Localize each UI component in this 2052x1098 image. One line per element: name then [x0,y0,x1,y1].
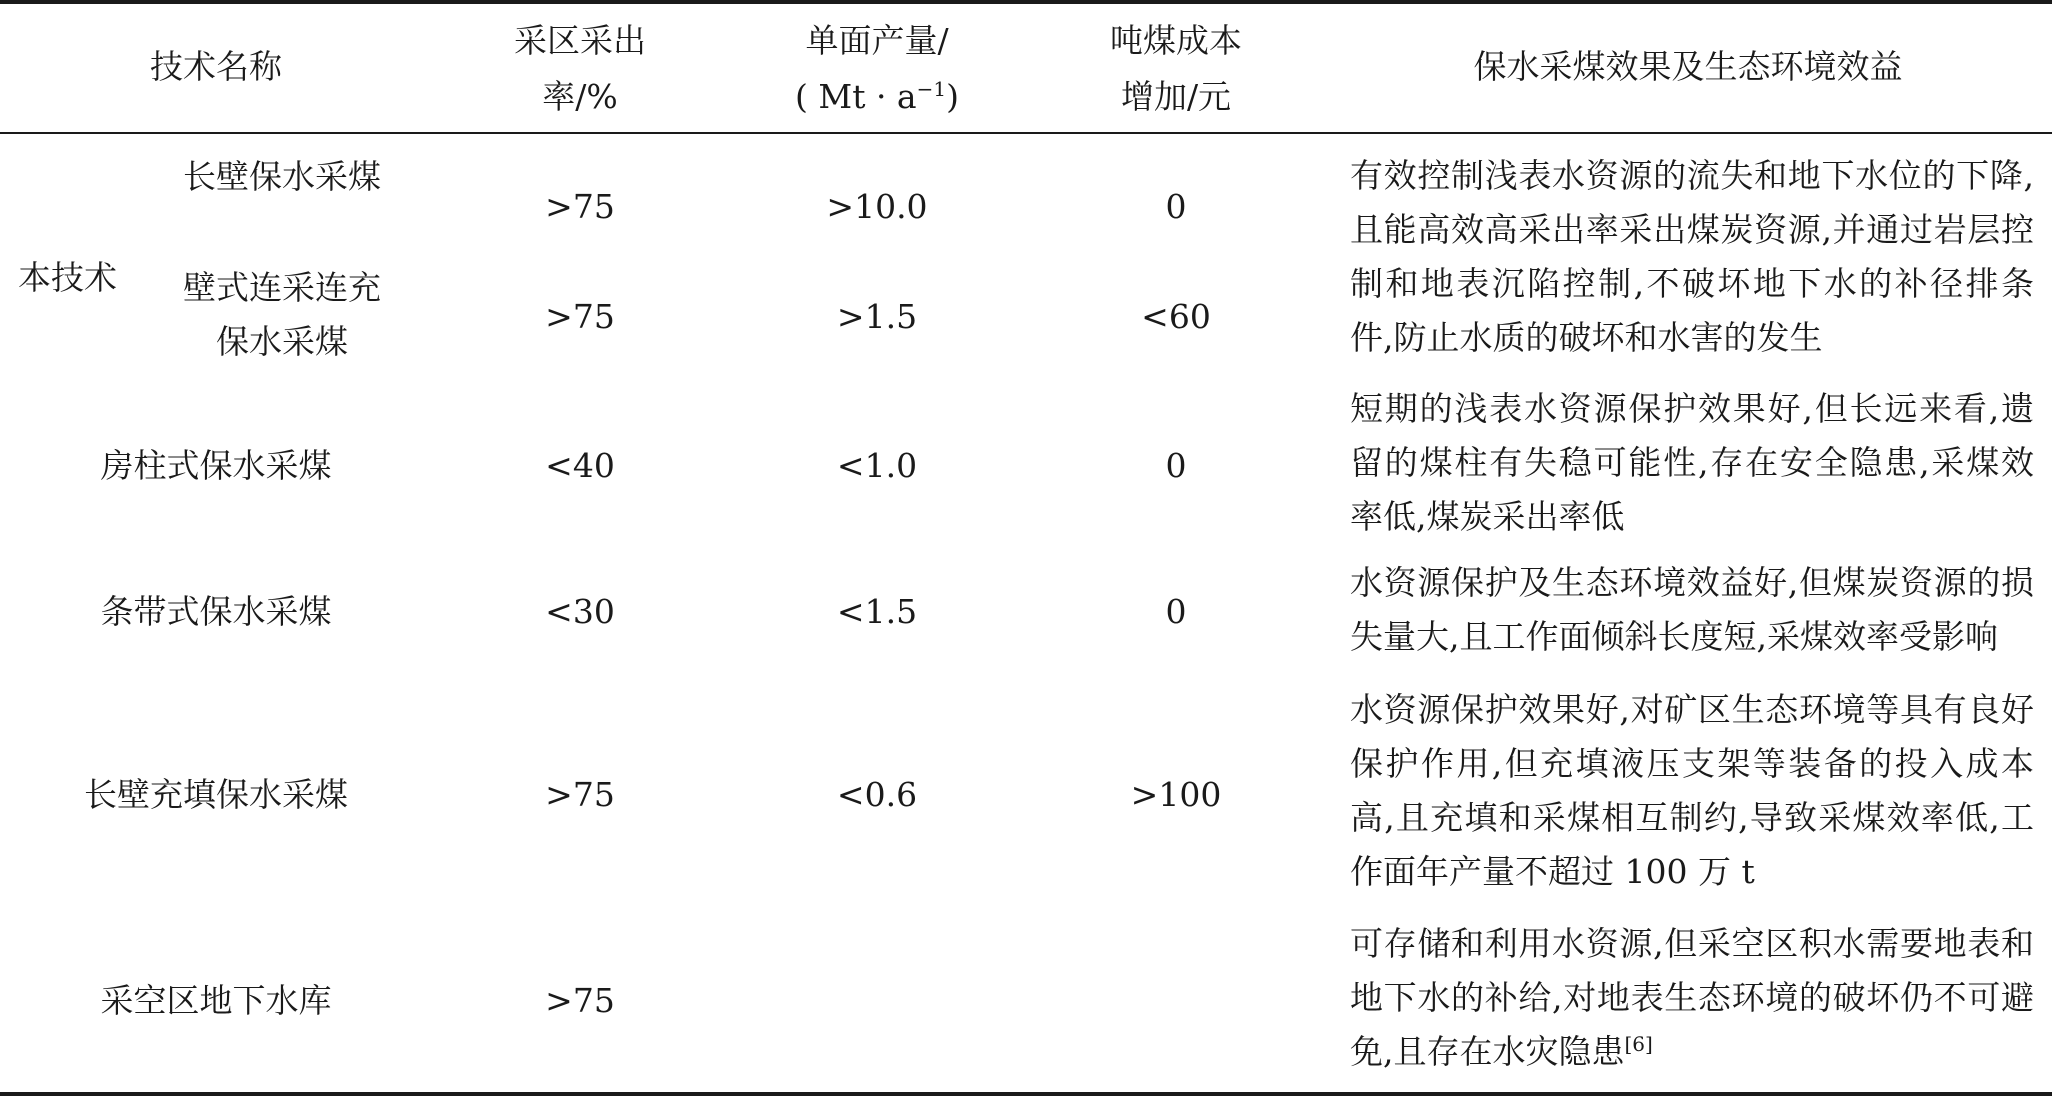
header-output-line2: ( $Mt \cdot a^{-1}$) [795,77,959,116]
top-rule [0,0,2052,4]
row-effect-text: 短期的浅表水资源保护效果好,但长远来看,遗 留的煤柱有失稳可能性,存在安全隐患,采煤效 率低,煤炭采出率低 [1350,389,2034,536]
row-output: <1.5 [836,592,918,631]
row-recovery: <40 [545,446,615,485]
row-recovery: <30 [545,592,615,631]
row-cost: <60 [1141,297,1211,336]
row-tech-name-line2: 保水采煤 [216,322,348,361]
row-recovery: >75 [545,981,615,1020]
bottom-rule [0,1092,2052,1096]
row-output: <1.0 [836,446,918,485]
row-effect-text: 水资源保护效果好,对矿区生态环境等具有良好 保护作用,但充填液压支架等装备的投入成本 高,且充填和采煤相互制约,导致采煤效率低,工 作面年产量不超过 100 万 t [1350,690,2034,891]
header-cost-line2: 增加/元 [1120,77,1232,116]
header-effect: 保水采煤效果及生态环境效益 [1473,47,1903,86]
header-recovery-line2: 率/% [542,77,618,116]
group-label: 本技术 [18,258,117,297]
row-effect-text: 水资源保护及生态环境效益好,但煤炭资源的损 失量大,且工作面倾斜长度短,采煤效率受影响 [1350,563,2034,656]
header-cost-line1: 吨煤成本 [1110,21,1242,60]
header-tech-name: 技术名称 [150,47,282,86]
row-tech-name-line1: 壁式连采连充 [183,268,381,307]
header-recovery-line1: 采区采出 [514,21,646,60]
row-output: <0.6 [836,775,918,814]
row-recovery: >75 [545,187,615,226]
row-cost: 0 [1165,592,1187,631]
row-tech-name: 长壁保水采煤 [183,157,381,196]
row-cost: >100 [1130,775,1222,814]
citation-ref: [6] [1624,1032,1653,1056]
row-tech-name: 条带式保水采煤 [100,592,332,631]
row-tech-name: 长壁充填保水采煤 [84,775,348,814]
header-rule [0,132,2052,134]
row-output: >10.0 [826,187,928,226]
row-effect-text: 有效控制浅表水资源的流失和地下水位的下降, 且能高效高采出率采出煤炭资源,并通过岩层控 制和地表沉陷控制,不破坏地下水的补径排条 件,防止水质的破坏和水害的发生 [1350,156,2034,357]
row-recovery: >75 [545,297,615,336]
row-tech-name: 采空区地下水库 [100,981,332,1020]
row-recovery: >75 [545,775,615,814]
header-output-line1: 单面产量/ [805,21,949,60]
row-cost: 0 [1165,446,1187,485]
row-effect-text: 可存储和利用水资源,但采空区积水需要地表和 地下水的补给,对地表生态环境的破坏仍不可避 免,且存在水灾隐患[6] [1350,924,2034,1071]
row-tech-name: 房柱式保水采煤 [100,446,332,485]
row-output: >1.5 [836,297,918,336]
row-cost: 0 [1165,187,1187,226]
